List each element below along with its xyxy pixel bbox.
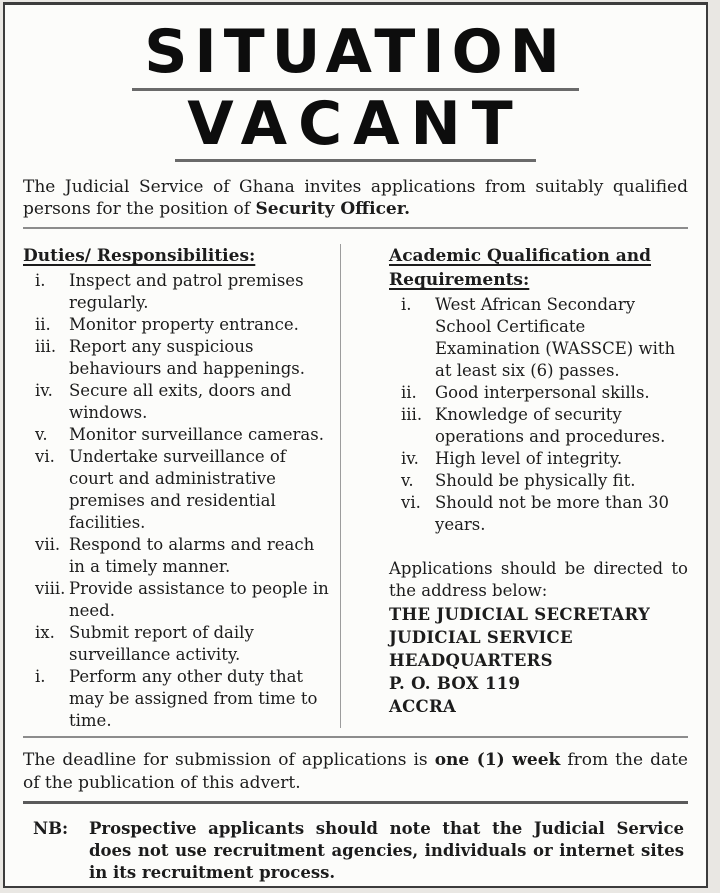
position-name: Security Officer. <box>255 199 411 220</box>
list-item: v. Should be physically fit. <box>401 471 636 491</box>
divider-under-intro <box>23 227 688 229</box>
address-line: ACCRA <box>389 697 457 717</box>
qualifications-list <box>389 294 688 536</box>
list-item: i. Inspect and patrol premises regularly. <box>35 271 304 313</box>
list-item: iii. Report any suspicious behaviours and happenings. <box>35 337 305 379</box>
list-item: iv. High level of integrity. <box>401 449 623 469</box>
list-item: vi. Undertake surveillance of court and administrative premises and residential facilities. <box>35 447 286 533</box>
deadline-duration: one (1) week <box>434 750 561 771</box>
address-line: P. O. BOX 119 <box>389 674 521 694</box>
list-item: i. West African Secondary School Certificate Examination (WASSCE) with at least six (6) passes. <box>401 295 676 381</box>
page-title-line2: VACANT <box>175 93 535 163</box>
list-item: v. Monitor surveillance cameras. <box>35 425 324 445</box>
title-block <box>23 17 688 162</box>
address-line: THE JUDICIAL SECRETARY <box>389 605 651 625</box>
nb-label: NB: <box>33 819 69 839</box>
intro-text: The Judicial Service of Ghana invites applications from suitably qualified persons for the position of <box>23 177 688 220</box>
application-directive: Applications should be directed to the address below: <box>389 559 688 601</box>
qualifications-heading: Academic Qualification and Requirements: <box>389 246 651 291</box>
list-item: ix. Submit report of daily surveillance activity. <box>35 623 254 665</box>
list-item: vii. Respond to alarms and reach in a timely manner. <box>35 535 315 577</box>
address-line: JUDICIAL SERVICE <box>389 628 573 648</box>
list-item: vi. Should not be more than 30 years. <box>401 493 670 535</box>
two-column-section <box>23 244 688 732</box>
address-block <box>389 603 688 718</box>
address-line: HEADQUARTERS <box>389 651 553 671</box>
duties-column <box>23 244 340 732</box>
page-title-line1: SITUATION <box>132 21 579 91</box>
duties-list <box>23 270 332 732</box>
nb-note <box>23 818 688 884</box>
divider-above-deadline <box>23 736 688 738</box>
list-item: iv. Secure all exits, doors and windows. <box>35 381 292 423</box>
divider-above-nb <box>23 801 688 804</box>
list-item: viii. Provide assistance to people in need. <box>35 579 329 621</box>
nb-text: Prospective applicants should note that the Judicial Service does not use recruitment agencies, individuals or internet sites in its recruitment process. <box>89 819 684 883</box>
qualifications-column <box>341 244 688 732</box>
intro-paragraph <box>23 176 688 220</box>
list-item: i. Perform any other duty that may be assigned from time to time. <box>35 667 318 731</box>
deadline-paragraph: The deadline for submission of applications is one (1) week from the date of the publication of this advert. <box>23 750 688 794</box>
advert-page <box>3 2 708 888</box>
list-item: ii. Monitor property entrance. <box>35 315 299 335</box>
list-item: ii. Good interpersonal skills. <box>401 383 650 403</box>
list-item: iii. Knowledge of security operations and procedures. <box>401 405 666 447</box>
duties-heading: Duties/ Responsibilities: <box>23 246 256 267</box>
